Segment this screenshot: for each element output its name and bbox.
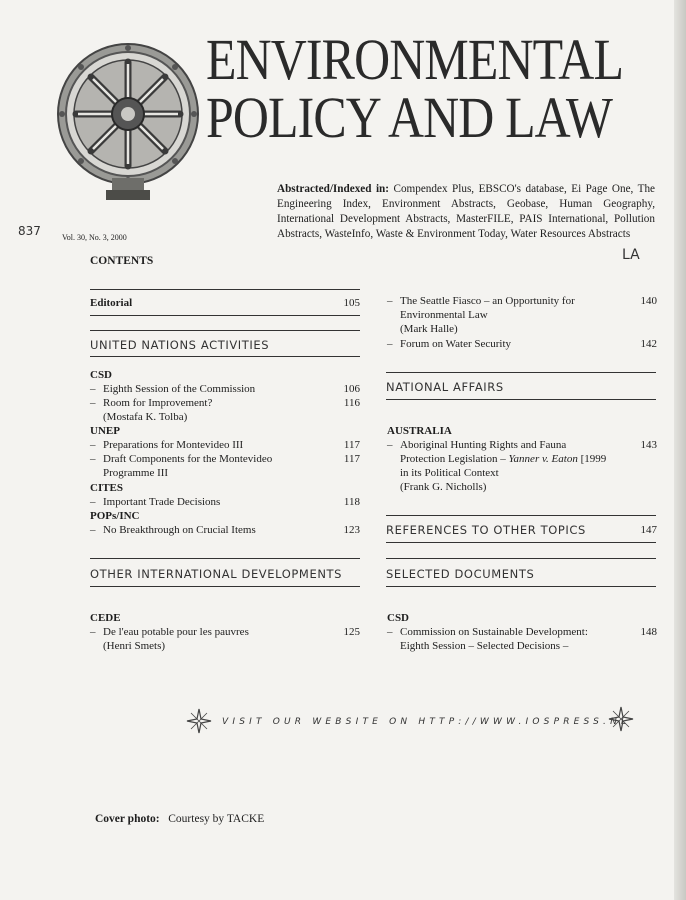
sparkle-right-icon (608, 706, 634, 737)
abstracted-indexed-block (277, 182, 655, 242)
cites-label: CITES (90, 482, 124, 494)
sparkle-left-icon (186, 708, 212, 739)
volume-info: Vol. 30, No. 3, 2000 (62, 233, 127, 242)
item-page: 142 (640, 338, 657, 350)
item-page: 148 (640, 626, 657, 638)
section-heading-national-affairs: NATIONAL AFFAIRS (386, 380, 504, 394)
handwritten-note-left: 837 (18, 224, 41, 238)
rule (90, 586, 360, 587)
csd-documents-label: CSD (387, 612, 410, 624)
page-edge-shadow (674, 0, 686, 900)
contents-heading: CONTENTS (90, 255, 154, 267)
journal-title-line-2: POLICY AND LAW (206, 85, 613, 150)
rule (90, 315, 360, 316)
rule (386, 372, 656, 373)
rule (386, 586, 656, 587)
section-heading-references: REFERENCES TO OTHER TOPICS (386, 523, 586, 537)
journal-title-line-1: ENVIRONMENTAL (206, 27, 624, 92)
item-page: 106 (343, 383, 360, 395)
rule (90, 289, 360, 290)
item-page: 118 (343, 496, 360, 508)
australia-label: AUSTRALIA (387, 425, 452, 437)
rule (90, 558, 360, 559)
cover-photo-credit (95, 813, 264, 825)
rule (386, 515, 656, 516)
rule (386, 558, 656, 559)
wheel-logo (54, 40, 202, 205)
section-heading-un: UNITED NATIONS ACTIVITIES (90, 338, 270, 352)
item-page: 140 (640, 295, 657, 307)
section-heading-selected-documents: SELECTED DOCUMENTS (386, 567, 535, 581)
rule (386, 542, 656, 543)
website-line: VISIT OUR WEBSITE ON HTTP://WWW.IOSPRESS.NL (222, 717, 631, 727)
cover-text: Courtesy by TACKE (168, 813, 265, 825)
item-page: 125 (343, 626, 360, 638)
rule (90, 356, 360, 357)
item-page: 117 (343, 439, 360, 451)
abstracted-text: Compendex Plus, EBSCO's database, Ei Page One, The Engineering Index, Environment Abstracts, Geobase, Human Geography, International Development Abstracts, MasterFILE, PAIS International, Pollution Abstracts, WasteInfo, Waste & Environment Today, Water Resources Abstracts (277, 183, 655, 240)
editorial-label: Editorial (90, 297, 133, 309)
references-page: 147 (640, 524, 657, 536)
rule (386, 399, 656, 400)
handwritten-note-right: LA (622, 247, 640, 263)
csd-label: CSD (90, 369, 113, 381)
unep-label: UNEP (90, 425, 120, 437)
item-page: 117 (343, 453, 360, 465)
rule (90, 330, 360, 331)
pops-label: POPs/INC (90, 510, 140, 522)
cede-label: CEDE (90, 612, 121, 624)
editorial-page: 105 (343, 297, 360, 309)
cover-label: Cover photo: (95, 813, 160, 825)
item-page: 116 (343, 397, 360, 409)
abstracted-label: Abstracted/Indexed in: (277, 183, 390, 195)
wheel-emblem-icon (54, 40, 202, 205)
item-page: 143 (640, 439, 657, 451)
section-heading-other-international: OTHER INTERNATIONAL DEVELOPMENTS (90, 567, 343, 581)
item-page: 123 (343, 524, 360, 536)
